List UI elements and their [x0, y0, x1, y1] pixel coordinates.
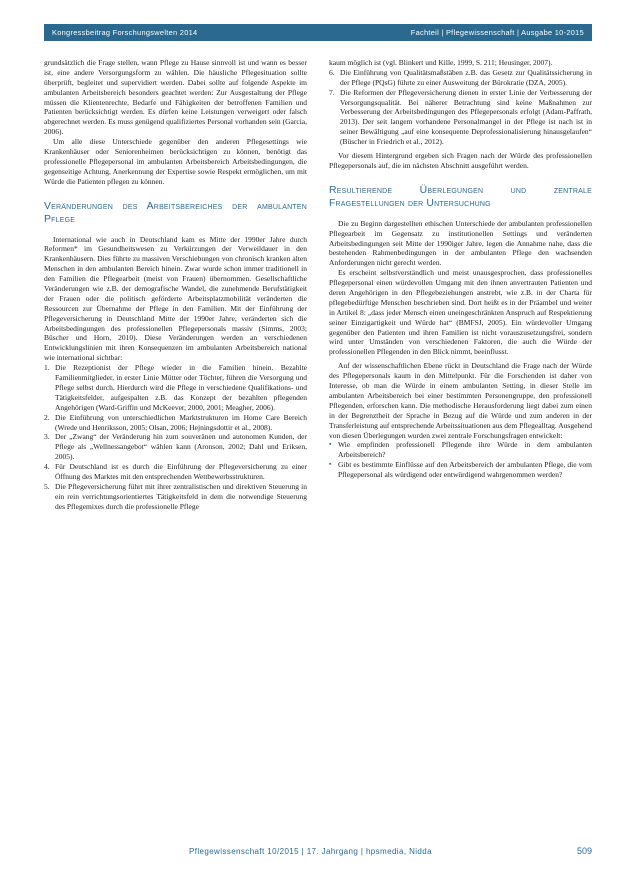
- page-number: 509: [576, 846, 592, 856]
- list-item: Die Rezeptionist der Pflege wieder in die Familien hinein. Bezahlte Familienmitglieder, in erster Linie Mütter oder Töchter, führen die Versorgung und Pflege selbst durch. Hierdurch wird die Pflege in verschiedene Qualifikations- und Tätigkeitsfelder, aufgespalten z.B. das Konzept der bezahlten pflegenden Angehörigen (Ward-Griffin und McKeever, 2000, 2001; Meagher, 2006).: [55, 363, 307, 412]
- left-paragraph-3: International wie auch in Deutschland kam es Mitte der 1990er Jahre durch Reformen* im Gesundheitswesen zu Verkürzungen der Verweildauer in den Krankenhäusern. Dies führte zu massiven Verschiebungen von chronisch kranken alten Menschen in den ambulanten Bereich hinein. Zwar wurde schon immer traditionell in den Familien die Pflegearbeit (meist von Frauen) übernommen. Gesellschaftliche Veränderungen wie z.B. der demografische Wandel, die zunehmende Berufstätigkeit der Frauen oder die politisch geförderte Arbeitsplatzmobilität veränderten die Ressourcen zur Übernahme der Pflege in den Familien. Mit der Einführung der Pflegeversicherung in Deutschland Mitte der 1990er Jahre, veränderten sich die Arbeitsbedingungen des professionellen Pflegepersonals massiv (Simms, 2003; Büscher und Horn, 2010). Diese Veränderungen werden an verschiedenen Entwicklungslinien mit ihren Konsequenzen im ambulanten Arbeitsbereich national wie international sichtbar:: [44, 234, 307, 363]
- header-left-text: Kongressbeitrag Forschungswelten 2014: [52, 28, 198, 37]
- list-item: Die Reformen der Pflegeversicherung dienen in erster Linie der Verbesserung der Versorgungsqualität. Bei näherer Betrachtung sind keine Maßnahmen zur Verbesserung der Arbeitsbedingungen des Pflegepersonals erfolgt (Adam-Paffrath, 2013). Der seit langem vorhandene Personalmangel in der Pflege ist nach ist in seiner Bewältigung „auf eine konsequente Deprofessionalisierung hinausgelaufen“ (Büscher in Friedrich et al., 2012).: [340, 87, 592, 147]
- right-paragraph-3: Auf der wissenschaftlichen Ebene rückt in Deutschland die Frage nach der Würde des Pflegepersonals kaum in den Mittelpunkt. Für die Forschenden ist daher von Interesse, ob man die Würde in einem ambulanten Setting, in dieser Stelle im ambulanten Arbeitsbereich bei einer bestimmten Personengruppe, den professionell Pflegenden, erforschen kann. Die methodische Herausforderung liegt dabei zum einen in der Begrenztheit der Sprache in Bezug auf die Würde und zum anderen in der Transferleistung auf entsprechende Arbeitssituationen aus dem Pflegealltag. Ausgehend von diesen Überlegungen wurden zwei zentrale Forschungsfragen entwickelt:: [329, 361, 592, 440]
- left-column: [44, 58, 307, 828]
- list-item: ▪ Gibt es bestimmte Einflüsse auf den Arbeitsbereich der ambulanten Pflege, die vom Pflegepersonal als würdigend oder entwürdigend wahrgenommen werden?: [329, 460, 592, 480]
- list-item: Die Pflegeversicherung führt mit ihrer zentralistischen und direktiven Steuerung in ein rein verrichtungsorientiertes Tätigkeitsfeld in dem die notwendige Steuerung des Pflegemixes durch die professionelle Pflege: [55, 481, 307, 511]
- page-footer: [44, 846, 592, 856]
- research-questions-list: [329, 440, 592, 480]
- footer-citation: Pflegewissenschaft 10/2015 | 17. Jahrgang | hpsmedia, Nidda: [188, 847, 432, 856]
- section-heading-resultierende: Resultierende Überlegungen und zentrale Fragestellungen der Untersuchung: [329, 184, 592, 209]
- left-paragraph-2: Um alle diese Unterschiede gegenüber den anderen Pflegesettings wie Krankenhäuser oder Seniorenheimen berücksichtigen zu können, benötigt das professionelle Pflegepersonal im ambulanten Arbeitsbereich Arbeitsbedingungen, die gegenseitige Achtung, Anerkennung der Expertise sowie Respekt ermöglichen, um mit Würde die Patienten pflegen zu können.: [44, 137, 307, 186]
- list-item: ▪ Wie empfinden professionell Pflegende ihre Würde in dem ambulanten Arbeitsbereich?: [329, 440, 592, 460]
- right-numbered-list-continued: [329, 68, 592, 147]
- right-column: [329, 58, 592, 828]
- list-item: Die Einführung von Qualitätsmaßstäben z.B. das Gesetz zur Qualitätssicherung in der Pflege (PQsG) führte zu einer Ausweitung der Bürokratie (DZA, 2005).: [340, 67, 592, 87]
- list-item: Für Deutschland ist es durch die Einführung der Pflegeversicherung zu einer Öffnung des Marktes mit den entsprechenden Wettbewerbsstrukturen.: [55, 462, 307, 481]
- section-heading-veraenderungen: Veränderungen des Arbeitsbereiches der ambulanten Pflege: [44, 200, 307, 225]
- list-item: Die Einführung von unterschiedlichen Marktstrukturen im Home Care Bereich (Wrede und Henriksson, 2005; Olsan, 2006; Hejningsdottir et al., 2008).: [55, 412, 307, 432]
- right-paragraph-after-list: Vor diesem Hintergrund ergeben sich Fragen nach der Würde des professionellen Pflegepersonals auf, die im nächsten Abschnitt ausgeführt werden.: [329, 151, 592, 170]
- right-paragraph-1: Die zu Beginn dargestellten ethischen Unterschiede der ambulanten professionellen Pflegearbeit im Gegensatz zu institutionellen Settings und veränderten Arbeitsbedingungen seit Mitte der 1990iger Jahre, legen die Annahme nahe, dass die bestehenden Rahmenbedingungen in der ambulanten Pflege den wachsenden Anforderungen nicht gerecht werden.: [329, 218, 592, 268]
- page-header-bar: [44, 24, 592, 41]
- header-right-text: Fachteil | Pflegewissenschaft | Ausgabe 10-2015: [410, 28, 584, 37]
- two-column-body: [44, 58, 592, 828]
- left-paragraph-1: grundsätzlich die Frage stellen, wann Pflege zu Hause sinnvoll ist und wann es besser ist, eine andere Versorgungsform zu wählen. Die häusliche Pflegesituation sollte überprüft, begleitet und supervidiert werden. Dabei sollte auf folgende Aspekte im ambulanten Arbeitsbereich besonders geachtet werden: Zur Ausgestaltung der Pflege müssen die Klientenrechte, Bedarfe und Fähigkeiten der betroffenen Familien und Patienten berücksichtigt werden. Es dürfen keine Leistungen verweigert oder falsch abgerechnet werden. Es muss genügend qualifiziertes Personal vorhanden sein (Garcia, 2006).: [44, 58, 307, 137]
- list-item: Der „Zwang“ der Veränderung hin zum souveränen und autonomen Kunden, der Pflege als „Wellnessangebot“ wählen kann (Aronson, 2002; Dahl und Eriksen, 2005).: [55, 432, 307, 462]
- left-numbered-list: [44, 363, 307, 511]
- right-paragraph-top: kaum möglich ist (vgl. Blinkert und Kille, 1999, S. 211; Heusinger, 2007).: [329, 58, 553, 67]
- right-paragraph-2: Es erscheint selbstverständlich und meist unausgesprochen, dass professionelles Pflegepersonal einen würdevollen Umgang mit den ihnen anvertrauten Patienten und deren Angehörigen in den Pflegebeziehungen anstrebt, wie z.B. in der Charta für pflegebedürftige Menschen beschrieben sind. Dort heißt es in der Präambel und weiter in Artikel 8: „dass jeder Mensch einen uneingeschränkten Anspruch auf Respektierung seiner Einzigartigkeit und Würde hat“ (BMFSJ, 2005). Ein würdevoller Umgang gegenüber den Patienten und ihren Familien ist nicht vorauszusetzungsfrei, sondern wird unter Umständen von verschiedenen Faktoren, die auch die Würde der professionellen Pflegenden in den Blick nimmt, beeinflusst.: [329, 268, 592, 357]
